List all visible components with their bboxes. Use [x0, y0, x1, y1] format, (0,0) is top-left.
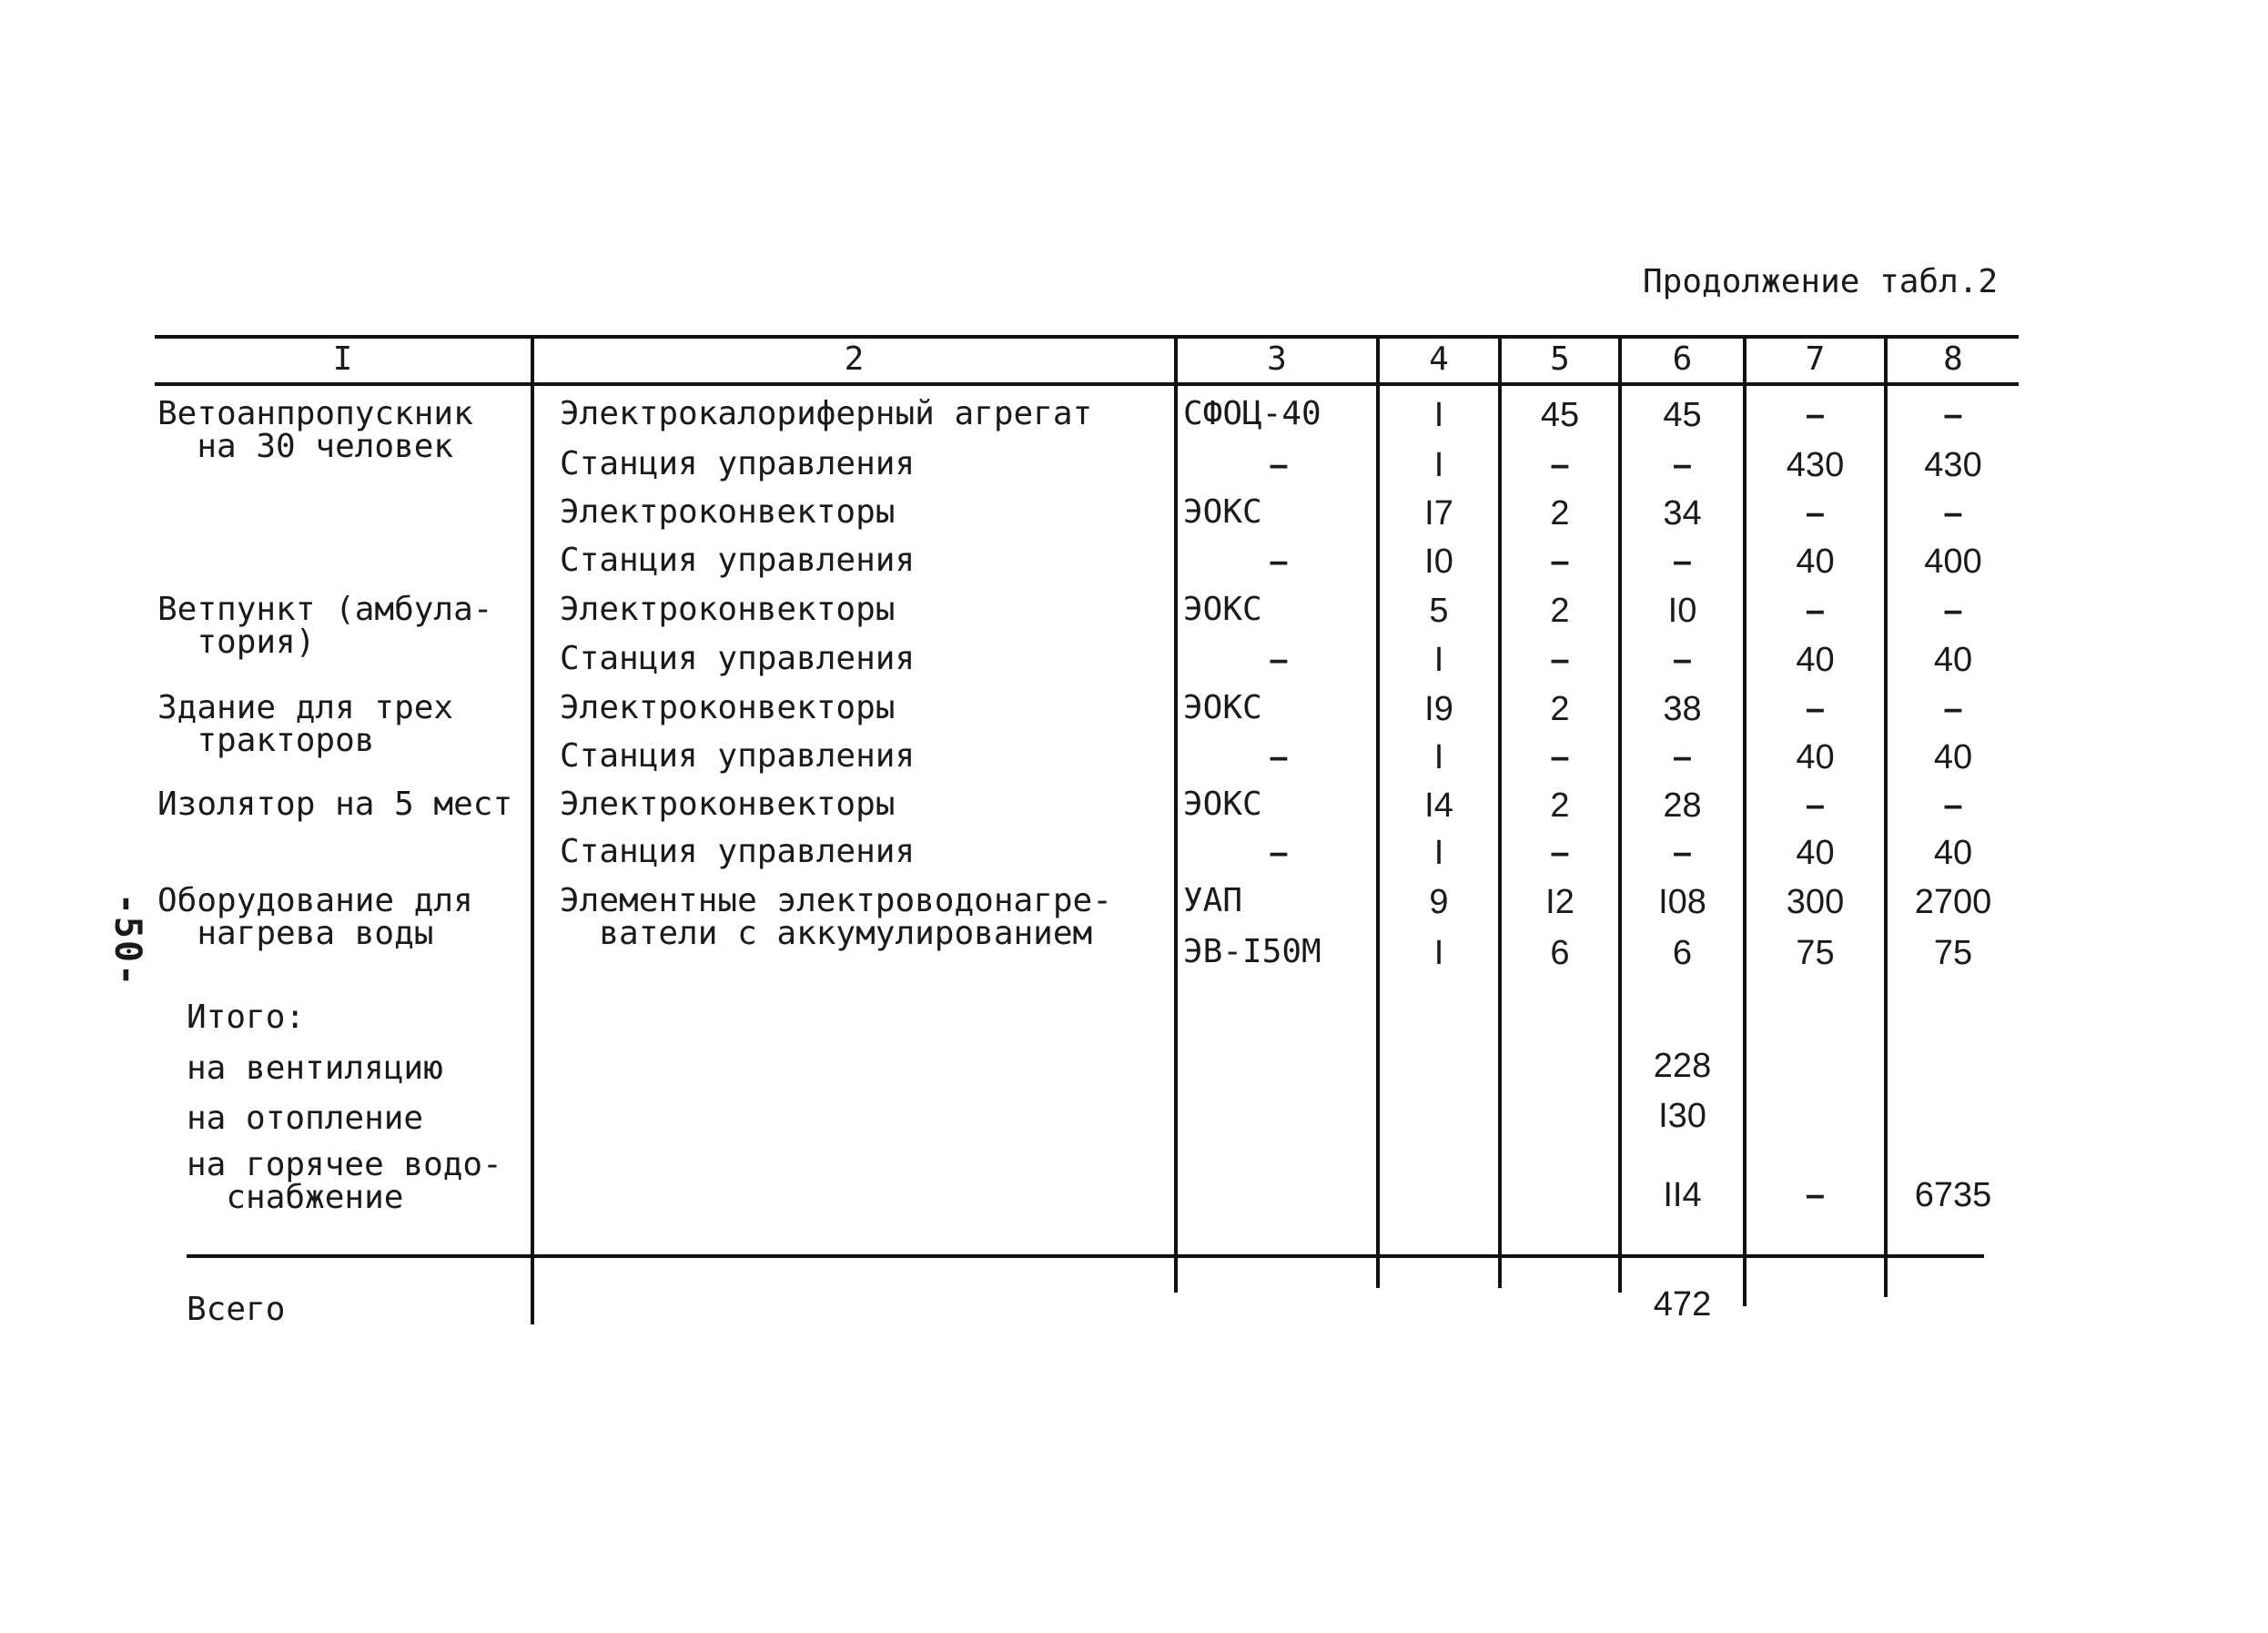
- cell-c6: –: [1672, 446, 1693, 484]
- cell-type: ЭОКС: [1183, 786, 1262, 823]
- cell-c7: 40: [1796, 738, 1835, 776]
- cell-c8: 400: [1924, 543, 1982, 581]
- cell-type: УАП: [1183, 882, 1243, 919]
- cell-name: Оборудование для нагрева воды: [157, 882, 473, 952]
- header-col-1: I: [332, 340, 353, 378]
- total-hotwater-col8: 6735: [1914, 1176, 1992, 1214]
- cell-c6: –: [1672, 834, 1693, 872]
- totals-rule: [187, 1254, 1984, 1258]
- grand-total-value: 472: [1653, 1285, 1712, 1324]
- cell-type: ЭВ-I50М: [1183, 933, 1321, 970]
- cell-c6: 6: [1672, 934, 1693, 972]
- cell-c4: 5: [1429, 592, 1449, 630]
- cell-c7: 75: [1796, 934, 1835, 972]
- header-bottom-rule: [155, 382, 2019, 386]
- cell-c8: 2700: [1914, 883, 1992, 921]
- cell-c4: I: [1433, 446, 1444, 484]
- cell-c4: I9: [1424, 690, 1453, 728]
- col-separator-1: [531, 337, 534, 1324]
- cell-equip: Станция управления: [560, 542, 916, 579]
- cell-name: Ветпункт (амбула- тория): [157, 591, 493, 661]
- header-col-8: 8: [1943, 340, 1963, 378]
- cell-c4: I: [1433, 834, 1444, 872]
- header-col-3: 3: [1267, 340, 1287, 378]
- cell-equip: Электроконвекторы: [560, 493, 896, 531]
- cell-c8: 430: [1924, 446, 1982, 484]
- cell-type: –: [1269, 543, 1289, 581]
- grand-total-label: Всего: [187, 1291, 286, 1328]
- cell-c5: 2: [1550, 690, 1570, 728]
- cell-c4: I0: [1424, 543, 1453, 581]
- total-heating-label: на отопление: [187, 1100, 424, 1137]
- cell-c4: I4: [1424, 786, 1453, 825]
- cell-equip: Электроконвекторы: [560, 786, 896, 823]
- cell-name: Ветоанпропускник на 30 человек: [157, 395, 473, 465]
- cell-c6: –: [1672, 641, 1693, 679]
- cell-c5: –: [1550, 641, 1570, 679]
- cell-c6: I0: [1667, 592, 1697, 630]
- header-col-2: 2: [844, 340, 865, 378]
- cell-c6: I08: [1658, 883, 1706, 921]
- cell-c5: –: [1550, 446, 1570, 484]
- cell-c7: 430: [1786, 446, 1845, 484]
- cell-type: ЭОКС: [1183, 689, 1262, 726]
- cell-type: СФОЦ-40: [1183, 395, 1321, 432]
- header-col-5: 5: [1550, 340, 1570, 378]
- cell-c7: 40: [1796, 543, 1835, 581]
- cell-c4: I: [1433, 641, 1444, 679]
- cell-c5: I2: [1545, 883, 1574, 921]
- cell-c6: 34: [1663, 494, 1702, 532]
- cell-equip: Станция управления: [560, 640, 916, 677]
- cell-c7: 300: [1786, 883, 1845, 921]
- cell-c5: –: [1550, 543, 1570, 581]
- total-hotwater-label: на горячее водо- снабжение: [187, 1146, 502, 1216]
- cell-equip: Станция управления: [560, 833, 916, 870]
- header-col-6: 6: [1672, 340, 1693, 378]
- table-top-rule: [155, 335, 2019, 339]
- cell-c7: –: [1805, 592, 1826, 630]
- cell-c5: 2: [1550, 494, 1570, 532]
- cell-c6: 45: [1663, 396, 1702, 434]
- cell-c5: –: [1550, 738, 1570, 776]
- total-heating-value: I30: [1658, 1097, 1706, 1135]
- cell-c7: 40: [1796, 641, 1835, 679]
- cell-type: –: [1269, 641, 1289, 679]
- cell-c4: I7: [1424, 494, 1453, 532]
- header-col-7: 7: [1805, 340, 1826, 378]
- header-col-4: 4: [1429, 340, 1449, 378]
- cell-c8: 40: [1933, 641, 1973, 679]
- cell-c5: 45: [1540, 396, 1580, 434]
- cell-c7: –: [1805, 690, 1826, 728]
- cell-equip: Электроконвекторы: [560, 689, 896, 726]
- cell-c7: –: [1805, 786, 1826, 825]
- total-ventilation-value: 228: [1653, 1047, 1712, 1085]
- cell-c6: –: [1672, 738, 1693, 776]
- cell-type: ЭОКС: [1183, 591, 1262, 628]
- table-caption: Продолжение табл.2: [1643, 263, 1999, 300]
- cell-c4: I: [1433, 738, 1444, 776]
- col-separator-2: [1174, 337, 1178, 1293]
- cell-c5: 6: [1550, 934, 1570, 972]
- total-hotwater-value: II4: [1663, 1176, 1702, 1214]
- cell-equip: Электрокалориферный агрегат: [560, 395, 1093, 432]
- totals-label: Итого:: [187, 999, 306, 1036]
- cell-c6: –: [1672, 543, 1693, 581]
- cell-c7: –: [1805, 396, 1826, 434]
- cell-c4: 9: [1429, 883, 1449, 921]
- total-hotwater-col7: –: [1805, 1176, 1826, 1214]
- cell-type: –: [1269, 446, 1289, 484]
- cell-type: –: [1269, 738, 1289, 776]
- total-ventilation-label: на вентиляцию: [187, 1050, 443, 1087]
- cell-c5: 2: [1550, 786, 1570, 825]
- cell-type: –: [1269, 834, 1289, 872]
- cell-c4: I: [1433, 934, 1444, 972]
- cell-name: Изолятор на 5 мест: [157, 786, 513, 823]
- cell-c8: 40: [1933, 738, 1973, 776]
- cell-c6: 38: [1663, 690, 1702, 728]
- cell-c8: –: [1943, 690, 1963, 728]
- cell-equip: Элементные электроводонагре- ватели с аккумулированием: [560, 882, 1112, 952]
- cell-c8: 40: [1933, 834, 1973, 872]
- cell-c6: 28: [1663, 786, 1702, 825]
- cell-type: ЭОКС: [1183, 493, 1262, 531]
- cell-equip: Электроконвекторы: [560, 591, 896, 628]
- cell-c7: –: [1805, 494, 1826, 532]
- cell-c4: I: [1433, 396, 1444, 434]
- cell-c5: 2: [1550, 592, 1570, 630]
- cell-c8: –: [1943, 592, 1963, 630]
- cell-c8: –: [1943, 494, 1963, 532]
- page-number: -50-: [106, 892, 149, 989]
- cell-name: Здание для трех тракторов: [157, 689, 454, 759]
- cell-equip: Станция управления: [560, 737, 916, 775]
- cell-c8: 75: [1933, 934, 1973, 972]
- cell-c8: –: [1943, 786, 1963, 825]
- cell-c5: –: [1550, 834, 1570, 872]
- cell-c7: 40: [1796, 834, 1835, 872]
- cell-c8: –: [1943, 396, 1963, 434]
- cell-equip: Станция управления: [560, 445, 916, 482]
